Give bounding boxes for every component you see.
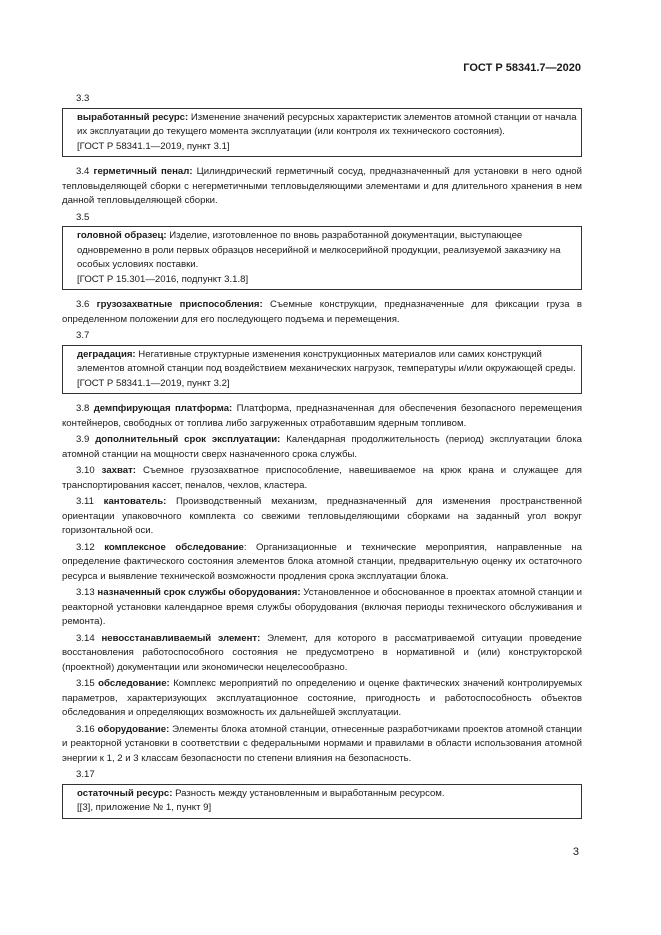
- page-number: 3: [572, 846, 579, 858]
- definition: Съемное грузозахватное приспособление, навешиваемое на крюк крана и служащее для транспортирования кассет, пеналов, чехлов, кластера.: [62, 465, 583, 491]
- boxed-definition: [62, 226, 582, 290]
- entry-number: 3.5: [76, 211, 90, 223]
- definition: Разность между установленным и выработанным ресурсом.: [172, 787, 445, 799]
- definition: Элемент, для которого в рассматриваемой ситуации проведение восстановления работоспособного состояния не предусмотрено в нормативной и (или) конструкторской (проектной) документации или экономически нецелесообразно.: [62, 632, 582, 673]
- term: захват:: [101, 465, 136, 476]
- document-code: ГОСТ Р 58341.7—2020: [463, 62, 581, 74]
- entry-number: 3.13: [76, 587, 95, 598]
- term: головной образец:: [77, 230, 167, 241]
- term: оборудование:: [97, 723, 170, 735]
- entry-number: 3.16: [76, 723, 95, 735]
- definition: Элементы блока атомной станции, отнесенные разработчиками проектов атомной станции и реакторной установки в соответствии с федеральными нормами и правилами в области использования атомной энергии к 1, 2 и 3 классам безопасности по степени влияния на безопасность.: [62, 723, 582, 764]
- term: грузозахватные приспособления:: [96, 299, 263, 310]
- entry-number: 3.8: [76, 403, 90, 414]
- definition: Календарная продолжительность (период) эксплуатации блока атомной станции на мощности сверх назначенного срока службы.: [62, 434, 582, 460]
- definition-paragraph: [62, 586, 582, 630]
- definition: Платформа, предназначенная для обеспечения безопасного перемещения контейнеров, свободных от топлива либо загруженных отработавшим ядерным топливом.: [62, 403, 583, 429]
- source-reference: [ГОСТ Р 58341.1—2019, пункт 3.1]: [77, 140, 230, 152]
- boxed-definition: [62, 784, 582, 819]
- boxed-definition: [62, 108, 582, 158]
- definition: Негативные структурные изменения конструкционных материалов или самих конструкций элементов атомной станции под воздействием механических нагрузок, температуры и/или окружающей среды.: [77, 348, 576, 374]
- entry-number: 3.12: [76, 541, 95, 553]
- term: кантователь:: [103, 496, 167, 507]
- definition-paragraph: [62, 541, 582, 585]
- term: дополнительный срок эксплуатации:: [95, 434, 281, 445]
- term: демпфирующая платформа:: [93, 403, 233, 414]
- definition: Цилиндрический герметичный сосуд, предназначенный для установки в него одной тепловыделяющей сборки с негерметичными тепловыделяющими элементами и для длительного хранения в нем данной тепловыделяющей сборки.: [62, 166, 582, 206]
- definition-paragraph: [62, 464, 582, 493]
- definition-paragraph: [62, 433, 582, 462]
- entry-number: 3.10: [76, 465, 95, 476]
- definition-paragraph: [62, 495, 582, 539]
- definition: Установленное и обоснованное в проектах атомной станции и реакторной установки календарное время службы оборудования (включая периоды технического обслуживания и ремонта).: [62, 587, 582, 627]
- term: остаточный ресурс:: [77, 787, 173, 799]
- definition-paragraph: [62, 165, 582, 209]
- source-reference: [[3], приложение № 1, пункт 9]: [77, 802, 212, 813]
- definition-paragraph: [62, 402, 582, 431]
- term: деградация:: [77, 348, 136, 360]
- term: назначенный срок службы оборудования:: [97, 587, 301, 598]
- source-reference: [ГОСТ Р 58341.1—2019, пункт 3.2]: [77, 377, 230, 389]
- definition: Изменение значений ресурсных характеристик элементов атомной станции от начала их эксплуатации до текущего момента эксплуатации (или контроля их технического состояния).: [77, 111, 577, 137]
- terms-section: [62, 92, 582, 821]
- definition: Съемные конструкции, предназначенные для фиксации груза в определенном положении для его последующего подъема и перемещения.: [62, 299, 582, 325]
- definition-paragraph: [62, 677, 582, 721]
- entry-number: 3.17: [76, 769, 95, 780]
- entry-number: 3.3: [76, 93, 90, 104]
- term: невосстанавливаемый элемент:: [101, 632, 261, 644]
- definition-paragraph: [62, 298, 582, 327]
- definition: Изделие, изготовленное по вновь разработанной документации, выступающее одновременно в роли первых образцов несерийной и мелкосерийной продукции, реализуемой заказчику на особых условиях поставки.: [77, 230, 561, 270]
- definition-paragraph: [62, 723, 582, 767]
- term: комплексное обследование: [104, 541, 244, 553]
- entry-number: 3.15: [76, 678, 95, 689]
- term: выработанный ресурс:: [77, 111, 189, 123]
- entry-number: 3.9: [76, 434, 90, 445]
- entry-number: 3.14: [76, 632, 95, 644]
- entry-number: 3.6: [76, 299, 90, 310]
- term: герметичный пенал:: [93, 166, 193, 177]
- entry-number: 3.11: [76, 496, 94, 507]
- entry-number: 3.4: [76, 166, 90, 177]
- definition: Производственный механизм, предназначенный для изменения пространственной ориентации упаковочного комплекта со свежими тепловыделяющими сборками на заданный угол вокруг горизонтальной оси.: [62, 496, 582, 536]
- definition-paragraph: [62, 632, 582, 676]
- definition: Комплекс мероприятий по определению и оценке фактических значений контролируемых параметров, характеризующих эксплуатационное состояние, пригодность и работоспособность объектов обследования и определяющих возможность их дальнейшей эксплуатации.: [62, 678, 582, 718]
- term: обследование:: [98, 678, 170, 689]
- boxed-definition: [62, 345, 582, 395]
- definition: : Организационные и технические мероприятия, направленные на определение фактического состояния элементов блока атомной станции, предварительную оценку их остаточного ресурса и выявление технической возможности продления срока эксплуатации блока.: [62, 541, 582, 582]
- source-reference: [ГОСТ Р 15.301—2016, подпункт 3.1.8]: [77, 273, 249, 285]
- entry-number: 3.7: [76, 330, 90, 341]
